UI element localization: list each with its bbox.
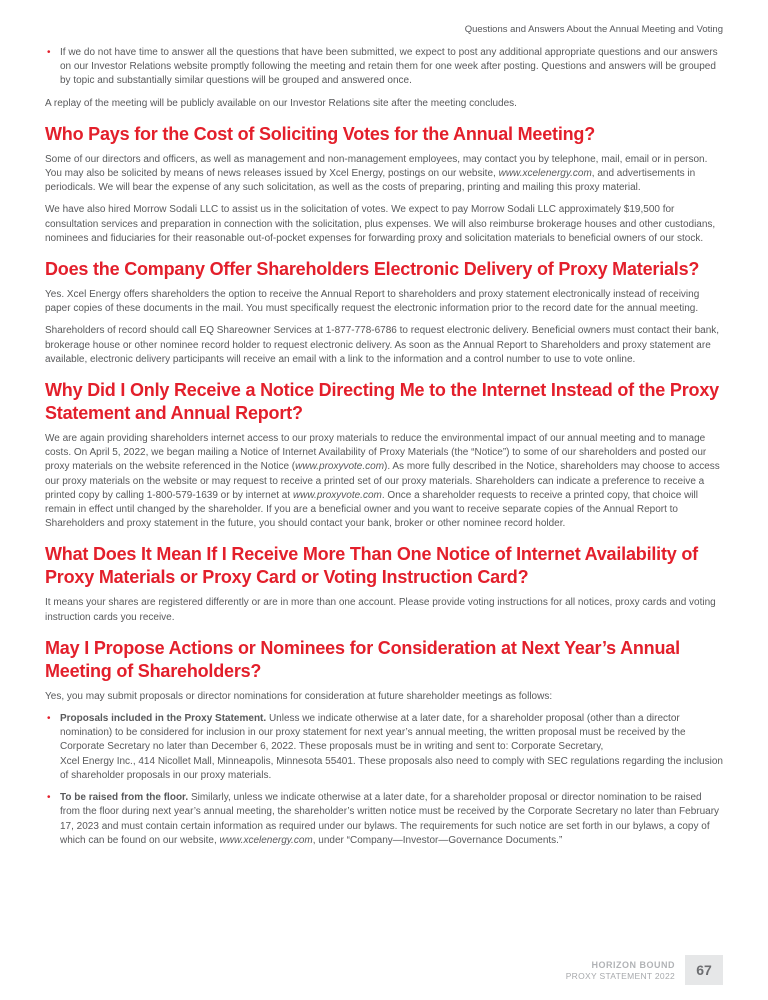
bullet-text: If we do not have time to answer all the questions that have been submitted, we expect to post any additional appropriate questions and our answers on our Investor Relations website promptly following the meeting and retain them for one week after posting. Questions and answers will be grouped by topic and substantially similar questions will be grouped and answered once. [60, 47, 718, 87]
list-item-questions-posting [45, 46, 723, 89]
paragraph-multiple-notices: It means your shares are registered differently or are in more than one account. Please provide voting instructions for all notices, proxy cards and voting instruction cards you receive. [45, 597, 716, 623]
bullet-icon: • [47, 792, 51, 804]
paragraph-electronic-delivery-2: Shareholders of record should call EQ Shareowner Services at 1-877-778-6786 to request electronic delivery. Beneficial owners must contact their bank, brokerage house or other nominee record holder to request electronic delivery. As soon as the Annual Report to Shareholders and proxy statement are available, electronic delivery participants will receive an email with a link to the information and a control number to use to vote online. [45, 325, 720, 365]
section-heading-who-pays: Who Pays for the Cost of Soliciting Votes for the Annual Meeting? [45, 123, 596, 144]
paragraph-who-pays-2: We have also hired Morrow Sodali LLC to assist us in the solicitation of votes. We expect to pay Morrow Sodali LLC approximately $19,500 for consultation services and preparation in connection with the solicitation, plus expenses. We will also reimburse brokerage houses and other custodians, nominees and fiduciaries for their reasonable out-of-pocket expenses for forwarding proxy and solicitation materials to beneficial owners of our stock. [45, 204, 716, 244]
running-header: Questions and Answers About the Annual Meeting and Voting [464, 24, 723, 35]
paragraph-electronic-delivery-1: Yes. Xcel Energy offers shareholders the option to receive the Annual Report to shareholders and proxy statement electronically instead of receiving paper copies of these documents in the mail. You must specifically request the electronic information prior to the record date for the annual meeting. [45, 289, 700, 315]
paragraph-replay: A replay of the meeting will be publicly available on our Investor Relations site after the meeting concludes. [45, 97, 517, 109]
bullet-text: To be raised from the floor. Similarly, unless we indicate otherwise at a later date, for a shareholder proposal or director nomination to be raised from the floor during next year’s annual meeting, the shareholder’s written notice must be received by the Corporate Secretary no later than February 17, 2023 and must contain certain information as required under our bylaws. The requirements for such notice are set forth in our bylaws, a copy of which can be found on our website, www.xcelenergy.com, under “Company—Investor—Governance Documents.” [60, 792, 720, 846]
footer-brand: HORIZON BOUND [591, 959, 675, 970]
section-heading-notice-internet: Why Did I Only Receive a Notice Directing Me to the Internet Instead of the Proxy Statement and Annual Report? [45, 380, 719, 424]
page-number-badge: 67 [685, 955, 723, 985]
bullet-icon: • [47, 713, 51, 725]
paragraph-propose-intro: Yes, you may submit proposals or director nominations for consideration at future shareholder meetings as follows: [45, 690, 553, 702]
section-heading-multiple-notices: What Does It Mean If I Receive More Than One Notice of Internet Availability of Proxy Materials or Proxy Card or Voting Instruction Card? [45, 544, 698, 588]
paragraph-who-pays-1: Some of our directors and officers, as well as management and non-management employees, may contact you by telephone, mail, email or in person. You may also be solicited by means of news releases issued by Xcel Energy, postings on our website, www.xcelenergy.com, and advertisements in periodicals. We will bear the expense of any such solicitation, as well as the costs of preparing, printing and mailing this proxy material. [45, 153, 708, 194]
section-heading-electronic-delivery: Does the Company Offer Shareholders Electronic Delivery of Proxy Materials? [45, 259, 700, 280]
bullet-text: Proposals included in the Proxy Statement. Unless we indicate otherwise at a later date, for a shareholder proposal (other than a director nomination) to be considered for inclusion in our proxy statement for next year’s annual meeting, the written proposal must be received by the Corporate Secretary no later than December 6, 2022. These proposals must be in writing and sent to: Corporate Secretary, Xcel Energy Inc., 414 Nicollet Mall, Minneapolis, Minnesota 55401. These proposals also need to comply with SEC regulations regarding the inclusion of shareholder proposals in our proxy materials. [60, 713, 723, 781]
paragraph-notice-internet: We are again providing shareholders internet access to our proxy materials to reduce the environmental impact of our annual meeting and to manage costs. On April 5, 2022, we began mailing a Notice of Internet Availability of Proxy Materials (the “Notice”) to some of our shareholders and posted our proxy materials on the website referenced in the Notice (www.proxyvote.com). As more fully described in the Notice, shareholders may choose to access our proxy materials on the website or may request to receive a printed set of our proxy materials. Shareholders can indicate a preference to receive a printed copy by calling 1-800-579-1639 or by internet at www.proxyvote.com. Once a shareholder requests to receive a printed copy, that choice will remain in effect until changed by the shareholder. If you are a beneficial owner and you want to receive separate copies of the Annual Report to Shareholders and proxy statement in the future, you should contact your bank, broker or other nominee record holder. [45, 433, 720, 530]
page-footer [566, 955, 723, 985]
footer-text-block [566, 959, 675, 982]
bullet-icon: • [47, 47, 51, 58]
section-heading-propose-actions: May I Propose Actions or Nominees for Consideration at Next Year’s Annual Meeting of Shareholders? [45, 637, 680, 681]
list-item-proposals-proxy-statement [45, 712, 723, 783]
footer-subtitle: PROXY STATEMENT 2022 [565, 970, 675, 981]
list-item-raised-from-floor [45, 791, 723, 848]
